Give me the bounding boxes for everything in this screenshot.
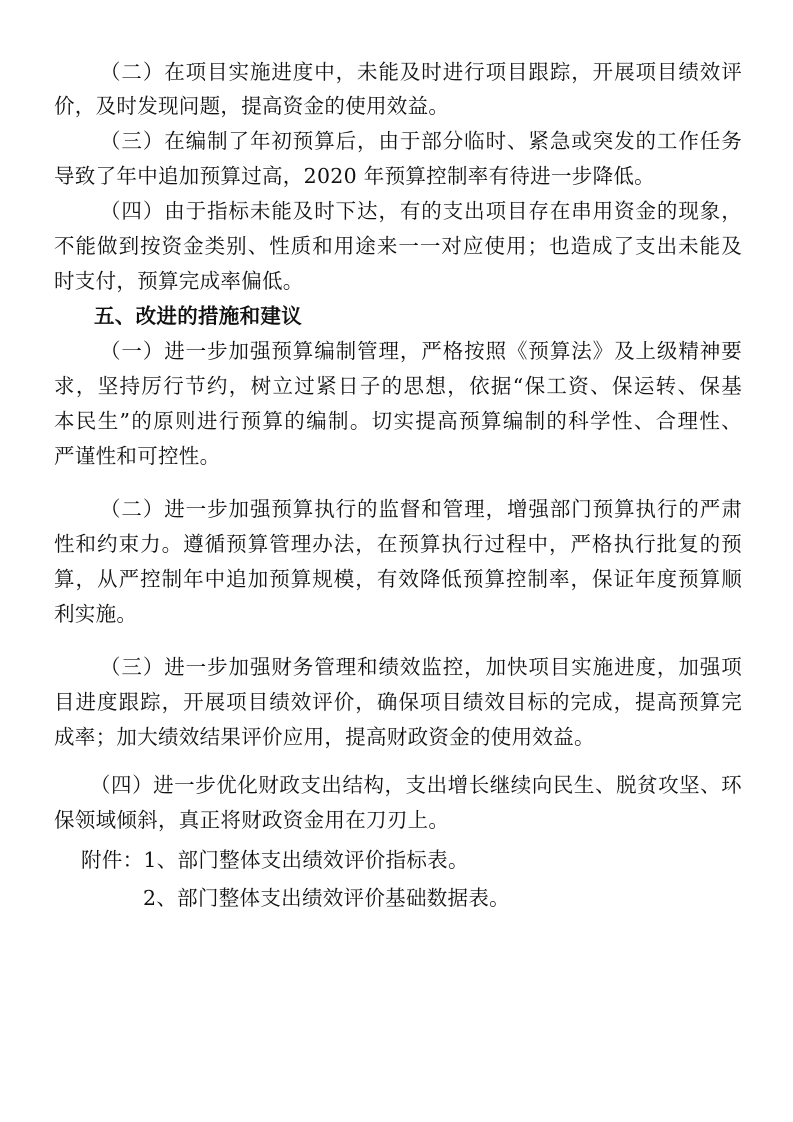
paragraph-4-line-1: （四）由于指标未能及时下达，有的支出项目存在串用资金的现象，	[100, 199, 742, 223]
section-heading: 五、改进的措施和建议	[94, 304, 302, 328]
attachment-1: 附件：1、部门整体支出绩效评价指标表。	[81, 848, 469, 872]
paragraph-4-line-3: 时支付，预算完成率偏低。	[54, 269, 304, 293]
measure-1-line-4: 严谨性和可控性。	[54, 444, 221, 468]
measure-3-line-3: 成率；加大绩效结果评价应用，提高财政资金的使用效益。	[54, 725, 595, 749]
measure-3-line-1: （三）进一步加强财务管理和绩效监控，加快项目实施进度，加强项	[100, 655, 742, 679]
measure-2-line-2: 性和约束力。遵循预算管理办法，在预算执行过程中，严格执行批复的预	[54, 532, 742, 556]
measure-4-line-2: 保领域倾斜，真正将财政资金用在刀刃上。	[54, 808, 450, 832]
attachment-2: 2、部门整体支出绩效评价基础数据表。	[143, 886, 510, 910]
paragraph-2-line-2: 价，及时发现问题，提高资金的使用效益。	[54, 94, 450, 118]
measure-4-line-1: （四）进一步优化财政支出结构，支出增长继续向民生、脱贫攻坚、环	[90, 773, 742, 797]
paragraph-2-line-1: （二）在项目实施进度中，未能及时进行项目跟踪，开展项目绩效评	[100, 60, 742, 84]
measure-1-line-1: （一）进一步加强预算编制管理，严格按照《预算法》及上级精神要	[100, 339, 742, 363]
measure-1-line-3: 本民生”的原则进行预算的编制。切实提高预算编制的科学性、合理性、	[54, 409, 742, 433]
measure-2-line-3: 算，从严控制年中追加预算规模，有效降低预算控制率，保证年度预算顺	[54, 567, 742, 591]
paragraph-4-line-2: 不能做到按资金类别、性质和用途来一一对应使用；也造成了支出未能及	[54, 234, 742, 258]
measure-2-line-4: 利实施。	[54, 602, 138, 626]
measure-2-line-1: （二）进一步加强预算执行的监督和管理，增强部门预算执行的严肃	[100, 497, 742, 521]
measure-1-line-2: 求，坚持厉行节约，树立过紧日子的思想，依据“保工资、保运转、保基	[54, 374, 742, 398]
measure-3-line-2: 目进度跟踪，开展项目绩效评价，确保项目绩效目标的完成，提高预算完	[54, 690, 742, 714]
paragraph-3-line-2: 导致了年中追加预算过高，2020 年预算控制率有待进一步降低。	[54, 164, 655, 188]
paragraph-3-line-1: （三）在编制了年初预算后，由于部分临时、紧急或突发的工作任务	[100, 129, 742, 153]
